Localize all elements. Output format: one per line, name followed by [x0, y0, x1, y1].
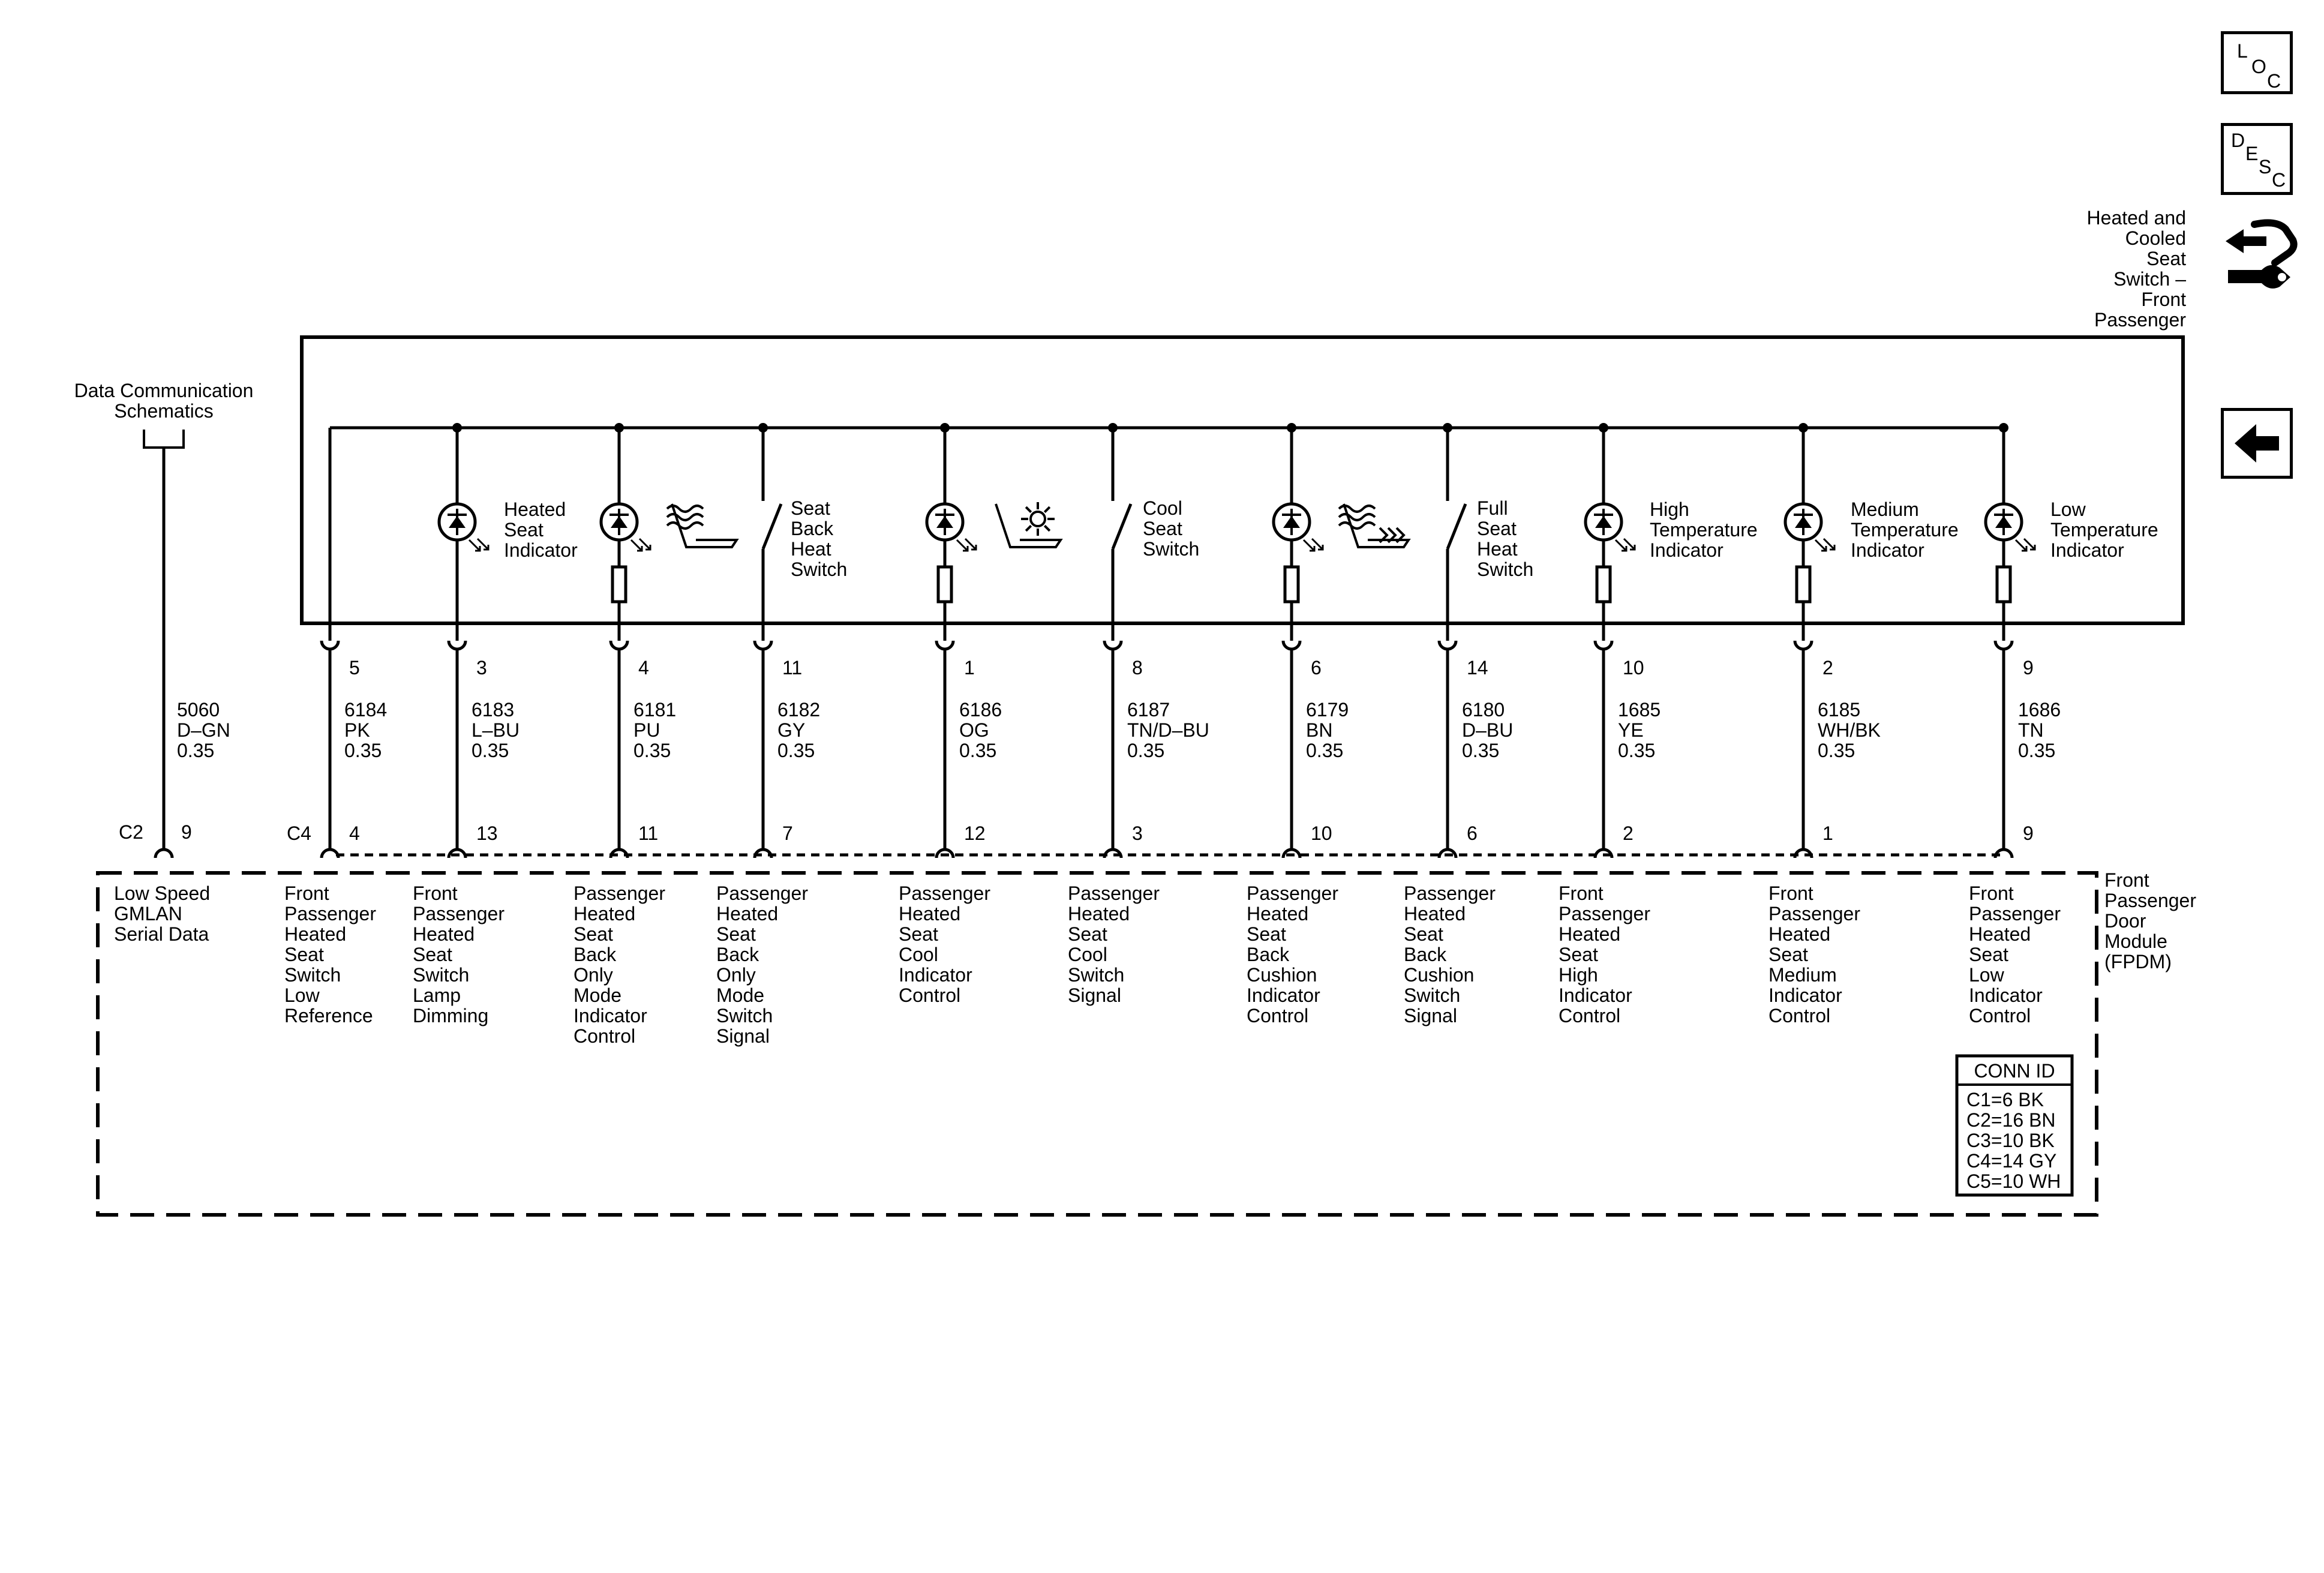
circuit-description: Signal	[716, 1025, 770, 1047]
circuit-description: Passenger	[1247, 882, 1338, 904]
wire-spec: 0.35	[633, 740, 671, 761]
wire-spec: 0.35	[1306, 740, 1344, 761]
heat-wave	[667, 523, 703, 529]
circuit-description: Control	[899, 984, 961, 1006]
conn-id-row: C3=10 BK	[1966, 1130, 2055, 1151]
snowflake-ray	[1044, 526, 1049, 530]
cushion-heat-waves	[1380, 528, 1404, 542]
connector-pin-bottom	[155, 849, 172, 858]
bottom-pin-number: 4	[349, 822, 360, 844]
component-label: Temperature	[1851, 519, 1959, 541]
connector-pin-top	[1795, 641, 1812, 649]
conn-id-row: C1=6 BK	[1966, 1089, 2044, 1110]
circuit-description: Passenger	[1559, 903, 1650, 924]
circuit-description: Seat	[1559, 944, 1598, 965]
wire-spec: 6186	[959, 699, 1002, 721]
circuit-description: High	[1559, 964, 1598, 986]
circuit-description: Front	[284, 882, 329, 904]
circuit-5	[899, 423, 1002, 1006]
circuit-description: Seat	[1068, 923, 1107, 945]
circuit-6	[1068, 423, 1209, 1006]
circuit-description: Passenger	[899, 882, 990, 904]
circuit-description: Heated	[1559, 923, 1621, 945]
wire-spec: 5060	[177, 699, 220, 721]
bottom-pin-number: 1	[1822, 822, 1833, 844]
connector-pin-top	[1995, 641, 2012, 649]
gmlan-circuit	[114, 448, 311, 945]
fpdm-title-line: Front	[2104, 869, 2149, 891]
wire-spec: 1685	[1618, 699, 1661, 721]
wire-spec: 6185	[1818, 699, 1861, 721]
seat-back-heat-icon	[667, 504, 737, 547]
circuit-description: Seat	[899, 923, 938, 945]
resistor	[938, 567, 951, 602]
connector-id-c4: C4	[287, 822, 311, 844]
resistor	[612, 567, 626, 602]
circuit-description: Seat	[1404, 923, 1443, 945]
circuit-description: Passenger	[1068, 882, 1160, 904]
data-comm-connector-symbol	[144, 430, 184, 448]
wire-spec: 0.35	[777, 740, 815, 761]
conn-id-row: C2=16 BN	[1966, 1109, 2056, 1131]
bottom-pin-number: 9	[2023, 822, 2034, 844]
circuit-description: Only	[574, 964, 613, 986]
wire-spec: TN	[2018, 719, 2044, 741]
loc-letter-c: C	[2267, 70, 2281, 92]
connector-pin-top	[1104, 641, 1121, 649]
component-label: Indicator	[1650, 539, 1724, 561]
snowflake-ray	[1044, 507, 1049, 512]
seat-cool-icon	[996, 502, 1061, 547]
component-label: Seat	[1143, 518, 1182, 539]
component-tool-icon	[2220, 211, 2298, 298]
back-button[interactable]	[2221, 408, 2293, 479]
circuit-description: Signal	[1404, 1005, 1457, 1026]
circuit-description: Only	[716, 964, 756, 986]
circuit-description: Signal	[1068, 984, 1121, 1006]
circuit-description: Control	[1559, 1005, 1621, 1026]
top-pin-number: 14	[1467, 657, 1488, 679]
wire-spec: 6181	[633, 699, 677, 721]
connector-pin-top	[322, 641, 338, 649]
connector-pin-bottom	[1795, 849, 1812, 858]
circuit-description: Heated	[716, 903, 779, 924]
component-label: Seat	[1477, 518, 1517, 539]
switch-module-box	[302, 337, 2183, 623]
circuit-description: Cool	[899, 944, 938, 965]
circuit-description: Heated	[574, 903, 636, 924]
circuit-description: Cushion	[1404, 964, 1475, 986]
wire-spec: YE	[1618, 719, 1644, 741]
wire-spec: D–GN	[177, 719, 230, 741]
circuit-description: Switch	[1404, 984, 1461, 1006]
bottom-pin-number: 7	[782, 822, 793, 844]
wire-spec: 0.35	[1618, 740, 1656, 761]
light-emission-arrows	[1815, 539, 1834, 551]
circuit-description: Switch	[284, 964, 341, 986]
circuit-description: Indicator	[574, 1005, 647, 1026]
switch-contact	[1113, 504, 1131, 549]
component-label: Switch	[1477, 559, 1534, 580]
wire-spec: 0.35	[177, 740, 215, 761]
circuit-description: Serial Data	[114, 923, 209, 945]
circuit-description: Passenger	[284, 903, 376, 924]
data-comm-reference	[74, 380, 254, 448]
component-label: Heated	[504, 499, 566, 520]
circuit-description: Front	[1969, 882, 2014, 904]
circuit-description: Indicator	[899, 964, 972, 986]
resistor	[1997, 567, 2010, 602]
data-comm-label: Data Communication	[74, 380, 254, 401]
wire-spec: 0.35	[1127, 740, 1165, 761]
bottom-pin-number: 12	[964, 822, 986, 844]
desc-letter-c: C	[2272, 169, 2286, 191]
wire-spec: D–BU	[1462, 719, 1514, 741]
snowflake-core	[1031, 512, 1045, 526]
circuit-description: Low	[1969, 964, 2004, 986]
bottom-pin-number: 13	[476, 822, 498, 844]
circuit-description: Mode	[574, 984, 622, 1006]
circuit-description: Heated	[1404, 903, 1466, 924]
circuit-description: Medium	[1768, 964, 1837, 986]
loc-letter-o: O	[2251, 56, 2266, 77]
circuit-description: Seat	[574, 923, 613, 945]
connector-pin-top	[449, 641, 466, 649]
top-pin-number: 6	[1311, 657, 1322, 679]
module-title-line: Passenger	[2094, 309, 2186, 331]
snowflake-ray	[1026, 507, 1031, 512]
bottom-pin-number: 2	[1623, 822, 1634, 844]
wire-spec: 6179	[1306, 699, 1349, 721]
light-emission-arrows	[2016, 539, 2035, 551]
component-label: Indicator	[2050, 539, 2124, 561]
circuit-description: Back	[716, 944, 759, 965]
component-label: Seat	[504, 519, 544, 541]
connector-pin-bottom	[322, 849, 338, 858]
conn-id-row: C4=14 GY	[1966, 1150, 2057, 1172]
top-pin-number: 5	[349, 657, 360, 679]
component-label: Temperature	[1650, 519, 1758, 541]
wire-spec: OG	[959, 719, 989, 741]
top-pin-number: 3	[476, 657, 487, 679]
light-emission-arrows	[957, 539, 976, 551]
circuit-description: Control	[574, 1025, 636, 1047]
desc-button[interactable]	[2221, 123, 2293, 195]
circuit-description: Passenger	[574, 882, 665, 904]
light-emission-arrows	[631, 539, 650, 551]
connector-pin-bottom	[1104, 849, 1121, 858]
connector-pin-top	[755, 641, 771, 649]
connector-pin-top	[611, 641, 627, 649]
module-title	[2087, 207, 2187, 331]
wire-spec: 6182	[777, 699, 821, 721]
component-label: Heat	[791, 538, 831, 560]
light-emission-arrows	[1304, 539, 1323, 551]
bottom-pin-number: 11	[638, 822, 659, 844]
component-label: Back	[791, 518, 834, 539]
switch-contact	[763, 504, 781, 549]
circuit-description: Seat	[716, 923, 756, 945]
resistor	[1285, 567, 1298, 602]
wire-spec: 0.35	[959, 740, 997, 761]
wire-spec: 0.35	[344, 740, 382, 761]
component-label: Cool	[1143, 497, 1182, 519]
connector-id-c2: C2	[119, 821, 143, 843]
module-title-line: Heated and	[2086, 207, 2186, 229]
circuit-description: Reference	[284, 1005, 373, 1026]
component-label: Low	[2050, 499, 2086, 520]
circuit-description: Indicator	[1969, 984, 2043, 1006]
circuit-description: Dimming	[413, 1005, 489, 1026]
circuit-description: Indicator	[1768, 984, 1842, 1006]
circuit-description: Heated	[284, 923, 347, 945]
circuit-description: Heated	[1969, 923, 2031, 945]
circuit-description: Heated	[413, 923, 475, 945]
desc-letter-d: D	[2231, 130, 2245, 151]
wire-spec: 0.35	[472, 740, 509, 761]
connector-pin-bottom	[1995, 849, 2012, 858]
wire-spec: 6184	[344, 699, 388, 721]
seat-switch-module	[302, 337, 2183, 623]
loc-letter-l: L	[2237, 40, 2248, 62]
fpdm-title-line: Passenger	[2104, 890, 2196, 911]
connector-pin-top	[1439, 641, 1456, 649]
circuit-description: Heated	[1068, 903, 1130, 924]
component-label: Switch	[1143, 538, 1200, 560]
component-label: Full	[1477, 497, 1508, 519]
circuit-description: Back	[1247, 944, 1290, 965]
circuit-description: Front	[413, 882, 458, 904]
component-label: Indicator	[504, 539, 578, 561]
top-pin-number: 1	[964, 657, 975, 679]
module-title-line: Cooled	[2125, 227, 2186, 249]
component-label: Indicator	[1851, 539, 1924, 561]
resistor	[1797, 567, 1810, 602]
circuit-description: Low	[284, 984, 320, 1006]
bottom-pin-number: 6	[1467, 822, 1478, 844]
wire-spec: GY	[777, 719, 806, 741]
light-emission-arrows	[1616, 539, 1635, 551]
module-title-line: Front	[2141, 289, 2186, 310]
circuit-1	[284, 428, 387, 1026]
switch-contact	[1448, 504, 1466, 549]
circuit-description: Heated	[1768, 923, 1831, 945]
top-pin-number: 9	[2023, 657, 2034, 679]
circuit-description: Heated	[1247, 903, 1309, 924]
circuit-description: Cool	[1068, 944, 1107, 965]
fpdm-title-line: Door	[2104, 910, 2146, 932]
wire-spec: TN/D–BU	[1127, 719, 1209, 741]
circuit-description: Passenger	[1969, 903, 2061, 924]
desc-letter-s: S	[2259, 156, 2272, 178]
component-label: Switch	[791, 559, 848, 580]
circuit-description: Front	[1768, 882, 1813, 904]
circuit-description: Switch	[413, 964, 470, 986]
wire-spec: 6187	[1127, 699, 1170, 721]
circuit-description: Control	[1969, 1005, 2031, 1026]
top-pin-number: 10	[1623, 657, 1644, 679]
fpdm-title-line: Module	[2104, 930, 2167, 952]
module-title-line: Switch –	[2113, 268, 2186, 290]
circuit-description: Cushion	[1247, 964, 1317, 986]
top-pin-number: 4	[638, 657, 649, 679]
conn-id-row: C5=10 WH	[1966, 1170, 2061, 1192]
circuit-description: Seat	[1768, 944, 1808, 965]
module-title-line: Seat	[2146, 248, 2186, 269]
heat-wave	[1339, 523, 1375, 529]
loc-button[interactable]	[2221, 31, 2293, 94]
circuit-9	[1559, 423, 1661, 1026]
component-label: Seat	[791, 497, 830, 519]
heat-wave	[667, 514, 703, 520]
wire-spec: L–BU	[472, 719, 520, 741]
circuit-description: Lamp	[413, 984, 461, 1006]
circuit-11	[1969, 423, 2061, 1026]
data-comm-label: Schematics	[114, 400, 214, 422]
wire-spec: BN	[1306, 719, 1333, 741]
connector-pin-top	[936, 641, 953, 649]
conn-id-title: CONN ID	[1974, 1060, 2055, 1082]
component-label: High	[1650, 499, 1689, 520]
circuit-description: Passenger	[716, 882, 808, 904]
wire-spec: PK	[344, 719, 370, 741]
fpdm-title-line: (FPDM)	[2104, 951, 2172, 972]
component-labels	[504, 497, 2158, 580]
circuit-description: Control	[1768, 1005, 1831, 1026]
circuit-description: Indicator	[1247, 984, 1320, 1006]
circuit-description: Seat	[284, 944, 324, 965]
snowflake-ray	[1026, 526, 1031, 530]
wire-spec: 6180	[1462, 699, 1505, 721]
circuit-description: Low Speed	[114, 882, 211, 904]
component-label: Heat	[1477, 538, 1518, 560]
connector-pin-bottom	[611, 849, 627, 858]
desc-letter-e: E	[2245, 143, 2259, 164]
wire-spec: PU	[633, 719, 660, 741]
heat-wave	[1339, 514, 1375, 520]
circuit-description: GMLAN	[114, 903, 182, 924]
top-pin-number: 2	[1822, 657, 1833, 679]
circuit-3	[574, 423, 676, 1047]
wire-spec: 0.35	[1818, 740, 1855, 761]
circuit-description: Indicator	[1559, 984, 1632, 1006]
wire-spec: 0.35	[1462, 740, 1500, 761]
resistor	[1597, 567, 1610, 602]
circuit-description: Seat	[1969, 944, 2008, 965]
circuit-description: Seat	[1247, 923, 1286, 945]
component-tool-button[interactable]	[2220, 211, 2298, 298]
connector-pin-bottom	[755, 849, 771, 858]
wire-spec: 1686	[2018, 699, 2061, 721]
circuit-description: Control	[1247, 1005, 1309, 1026]
top-pin-number: 8	[1132, 657, 1143, 679]
connector-pin-top	[1283, 641, 1300, 649]
bottom-pin-number: 3	[1132, 822, 1143, 844]
circuit-description: Mode	[716, 984, 765, 1006]
circuit-description: Heated	[899, 903, 961, 924]
wire-spec: WH/BK	[1818, 719, 1881, 741]
circuit-description: Back	[1404, 944, 1447, 965]
connector-pin-top	[1595, 641, 1612, 649]
circuit-description: Switch	[716, 1005, 773, 1026]
circuit-description: Passenger	[413, 903, 505, 924]
wire-spec: 0.35	[2018, 740, 2056, 761]
component-label: Medium	[1851, 499, 1919, 520]
circuit-description: Passenger	[1768, 903, 1860, 924]
bottom-pin-number: 10	[1311, 822, 1332, 844]
back-arrow-icon	[2224, 411, 2290, 476]
light-emission-arrows	[469, 539, 488, 551]
circuit-description: Switch	[1068, 964, 1125, 986]
wire-spec: 6183	[472, 699, 515, 721]
circuit-7	[1247, 423, 1349, 1026]
gmlan-pin-number: 9	[181, 821, 192, 843]
circuit-description: Passenger	[1404, 882, 1496, 904]
top-pin-number: 11	[782, 657, 803, 679]
circuit-description: Front	[1559, 882, 1604, 904]
component-label: Temperature	[2050, 519, 2158, 541]
circuit-description: Seat	[413, 944, 452, 965]
conn-id-table	[1957, 1056, 2072, 1195]
circuit-description: Back	[574, 944, 617, 965]
